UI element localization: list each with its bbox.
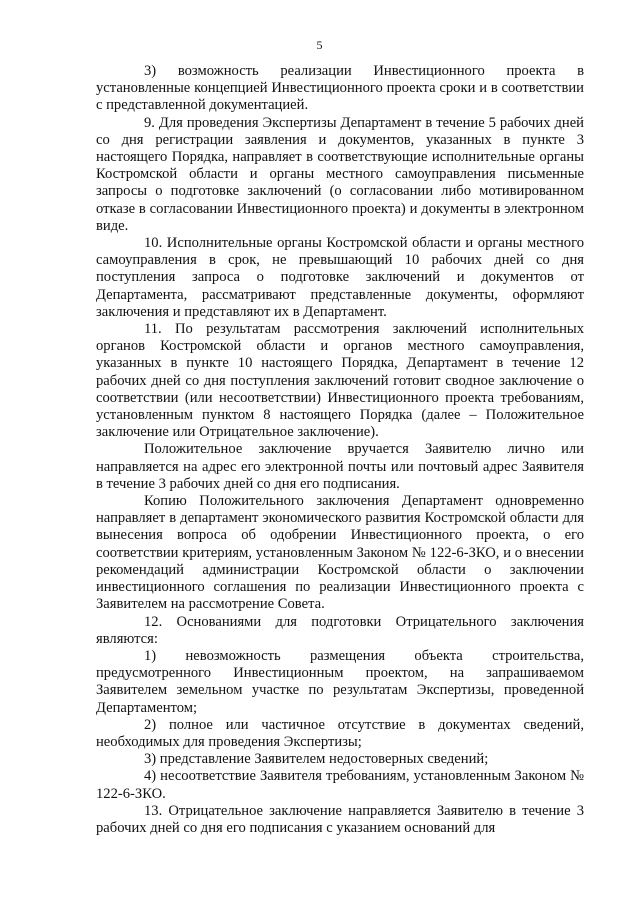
paragraph-point-12: 12. Основаниями для подготовки Отрицательного заключения являются: (96, 613, 584, 647)
paragraph-positive-conclusion-delivery: Положительное заключение вручается Заявителю лично или направляется на адрес его электронной почты или почтовый адрес Заявителя в течение 3 рабочих дней со дня его подписания. (96, 441, 584, 492)
paragraph-point-11: 11. По результатам рассмотрения заключений исполнительных органов Костромской области и органов местного самоуправления, указанных в пункте 10 настоящего Порядка, Департамент в течение 12 рабочих дней со дня поступления заключений готовит сводное заключение о соответствии (или несоответствии) Инвестиционного проекта требованиям, установленным пунктом 8 настоящего Порядка (далее – Положительное заключение или Отрицательное заключение). (96, 321, 584, 441)
paragraph-point-9: 9. Для проведения Экспертизы Департамент в течение 5 рабочих дней со дня регистрации заявления и документов, указанных в пункте 3 настоящего Порядка, направляет в соответствующие исполнительные органы Костромской области и органы местного самоуправления письменные запросы о подготовке заключений (о согласовании либо мотивированном отказе в согласовании Инвестиционного проекта) и документы в электронном виде. (96, 114, 584, 234)
paragraph-ground-1: 1) невозможность размещения объекта строительства, предусмотренного Инвестиционным проектом, на запрашиваемом Заявителем земельном участке по результатам Экспертизы, проведенной Департаментом; (96, 647, 584, 716)
paragraph-ground-4: 4) несоответствие Заявителя требованиям, установленным Законом № 122-6-ЗКО. (96, 768, 584, 802)
document-body (96, 63, 584, 837)
paragraph-ground-2: 2) полное или частичное отсутствие в документах сведений, необходимых для проведения Экспертизы; (96, 716, 584, 750)
paragraph-ground-3: 3) представление Заявителем недостоверных сведений; (144, 751, 489, 768)
paragraph-positive-conclusion-copy: Копию Положительного заключения Департамент одновременно направляет в департамент экономического развития Костромской области для вынесения вопроса об одобрении Инвестиционного проекта, о его соответствии критериям, установленным Законом № 122-6-ЗКО, и о внесении рекомендаций администрации Костромской области о заключении инвестиционного соглашения по реализации Инвестиционного проекта с Заявителем на рассмотрение Совета. (96, 493, 584, 613)
paragraph-point-10: 10. Исполнительные органы Костромской области и органы местного самоуправления в срок, не превышающий 10 рабочих дней со дня поступления запроса о подготовке заключений и документов от Департамента, рассматривают представленные документы, оформляют заключения и представляют их в Департамент. (96, 235, 584, 320)
page-number: 5 (316, 38, 323, 52)
paragraph-item-3: 3) возможность реализации Инвестиционного проекта в установленные концепцией Инвестиционного проекта сроки и в соответствии с представленной документацией. (96, 63, 584, 114)
paragraph-point-13: 13. Отрицательное заключение направляется Заявителю в течение 3 рабочих дней со дня его подписания с указанием оснований для (96, 802, 584, 836)
